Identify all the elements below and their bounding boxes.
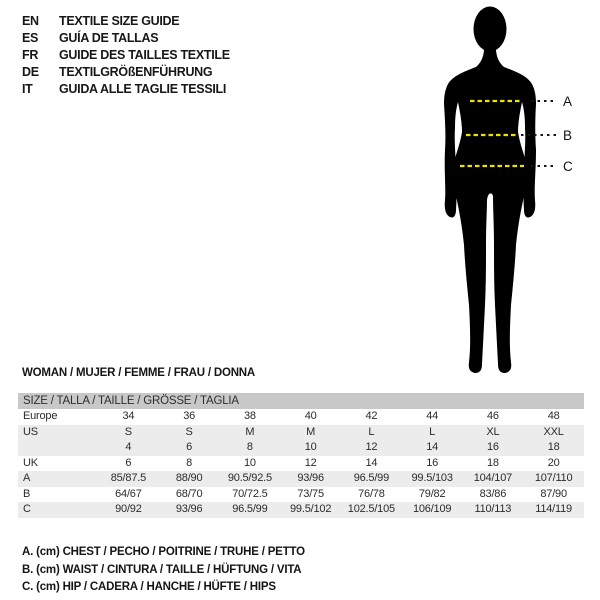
table-row-europe	[18, 409, 584, 425]
measurement-figure	[400, 0, 600, 378]
silhouette-body	[444, 42, 536, 373]
size-cell: 102.5/105	[347, 503, 395, 515]
size-cell: 70/72.5	[232, 487, 268, 500]
size-cell: 93/96	[297, 472, 324, 484]
size-cell: 68/70	[175, 487, 203, 500]
size-cell: 90.5/92.5	[227, 472, 272, 484]
size-cell: 96.5/99	[232, 503, 268, 515]
woman-silhouette-graphic	[400, 0, 600, 378]
size-cell: 42	[365, 410, 378, 422]
size-cell: 107/110	[534, 472, 573, 484]
row-label	[18, 440, 98, 456]
marker-a-label: A	[563, 94, 573, 109]
size-cell: 14	[426, 441, 439, 453]
lang-code: DE	[22, 65, 39, 79]
size-cell: 76/78	[358, 487, 385, 500]
size-cell: 14	[365, 456, 378, 469]
size-cell: L	[429, 425, 436, 438]
size-table-header: SIZE / TALLA / TAILLE / GRÖSSE / TAGLIA	[18, 393, 584, 409]
size-cell: 34	[122, 410, 135, 422]
lang-code: EN	[22, 14, 39, 28]
size-cell: 8	[186, 456, 193, 469]
section-title-woman: WOMAN / MUJER / FEMME / FRAU / DONNA	[22, 367, 256, 379]
lang-title: GUIDE DES TAILLES TEXTILE	[59, 48, 230, 62]
size-cell: 106/109	[412, 503, 452, 515]
row-label: Europe	[23, 410, 58, 422]
marker-c-label: C	[563, 159, 573, 174]
size-cell: 18	[547, 441, 560, 453]
size-cell: 4	[125, 441, 132, 453]
size-cell: 110/113	[474, 503, 512, 515]
lang-row-es	[22, 30, 230, 47]
table-row-a	[18, 471, 584, 487]
size-cell: 73/75	[297, 487, 324, 500]
size-cell: 16	[426, 456, 439, 469]
lang-row-it	[22, 81, 230, 98]
size-cell: M	[245, 425, 255, 438]
row-label: C	[23, 503, 31, 515]
lang-row-en	[22, 13, 230, 30]
size-cell: 20	[547, 456, 560, 469]
size-cell: 64/67	[115, 487, 142, 500]
lang-title: GUIDA ALLE TAGLIE TESSILI	[59, 82, 227, 96]
size-cell: 36	[183, 410, 196, 422]
size-cell: 88/90	[175, 472, 203, 484]
size-cell: S	[185, 425, 193, 438]
size-cell: XL	[486, 425, 500, 438]
size-cell: 93/96	[175, 503, 203, 515]
size-cell: 83/86	[479, 487, 507, 500]
size-cell: 18	[486, 456, 499, 469]
lang-code: FR	[22, 48, 39, 62]
size-cell: 104/107	[473, 472, 513, 484]
size-cell: 6	[125, 456, 132, 469]
size-cell: 8	[246, 441, 253, 453]
size-cell: 96.5/99	[353, 472, 390, 484]
size-cell: 87/90	[540, 487, 567, 500]
size-cell: 99.5/102	[290, 503, 332, 515]
size-table-rows	[18, 409, 584, 518]
marker-b-label: B	[563, 128, 573, 143]
measurement-legend	[22, 544, 305, 597]
row-label: A	[23, 472, 31, 484]
size-cell: 6	[186, 441, 193, 453]
lang-row-de	[22, 64, 230, 81]
table-row-uk	[18, 456, 584, 472]
size-cell: XXL	[543, 425, 564, 438]
size-cell: 40	[304, 410, 317, 422]
size-cell: 10	[304, 441, 317, 453]
size-table	[18, 393, 584, 518]
table-row-us-numeric	[18, 440, 584, 456]
lang-row-fr	[22, 47, 230, 64]
size-cell: 16	[486, 441, 499, 453]
size-cell: 85/87.5	[110, 472, 147, 484]
table-row-c	[18, 502, 584, 518]
size-cell: 10	[243, 456, 256, 469]
row-label: UK	[23, 456, 38, 469]
table-row-us	[18, 425, 584, 441]
lang-title: GUÍA DE TALLAS	[59, 31, 159, 45]
size-cell: 90/92	[115, 503, 142, 515]
row-label: B	[23, 487, 31, 500]
language-title-list	[22, 13, 230, 98]
legend-waist: B. (cm) WAIST / CINTURA / TAILLE / HÜFTUNG / VITA	[22, 563, 302, 576]
lang-title: TEXTILGRÖßENFÜHRUNG	[59, 65, 213, 79]
size-cell: S	[124, 425, 132, 438]
legend-hip: C. (cm) HIP / CADERA / HANCHE / HÜFTE / HIPS	[22, 581, 276, 593]
size-cell: 114/119	[535, 503, 572, 515]
size-cell: 48	[547, 410, 560, 422]
lang-code: ES	[22, 31, 39, 45]
lang-title: TEXTILE SIZE GUIDE	[59, 14, 180, 28]
size-cell: L	[368, 425, 375, 438]
legend-chest: A. (cm) CHEST / PECHO / POITRINE / TRUHE / PETTO	[22, 546, 305, 558]
size-cell: 99.5/103	[411, 472, 453, 484]
size-cell: 46	[486, 410, 499, 422]
row-label: US	[23, 425, 38, 438]
size-cell: 44	[426, 410, 439, 422]
size-cell: 38	[243, 410, 256, 422]
size-cell: 79/82	[418, 487, 446, 500]
size-cell: 12	[304, 456, 317, 469]
table-row-b	[18, 487, 584, 503]
size-cell: 12	[365, 441, 378, 453]
size-cell: M	[306, 425, 316, 438]
lang-code: IT	[22, 82, 33, 96]
